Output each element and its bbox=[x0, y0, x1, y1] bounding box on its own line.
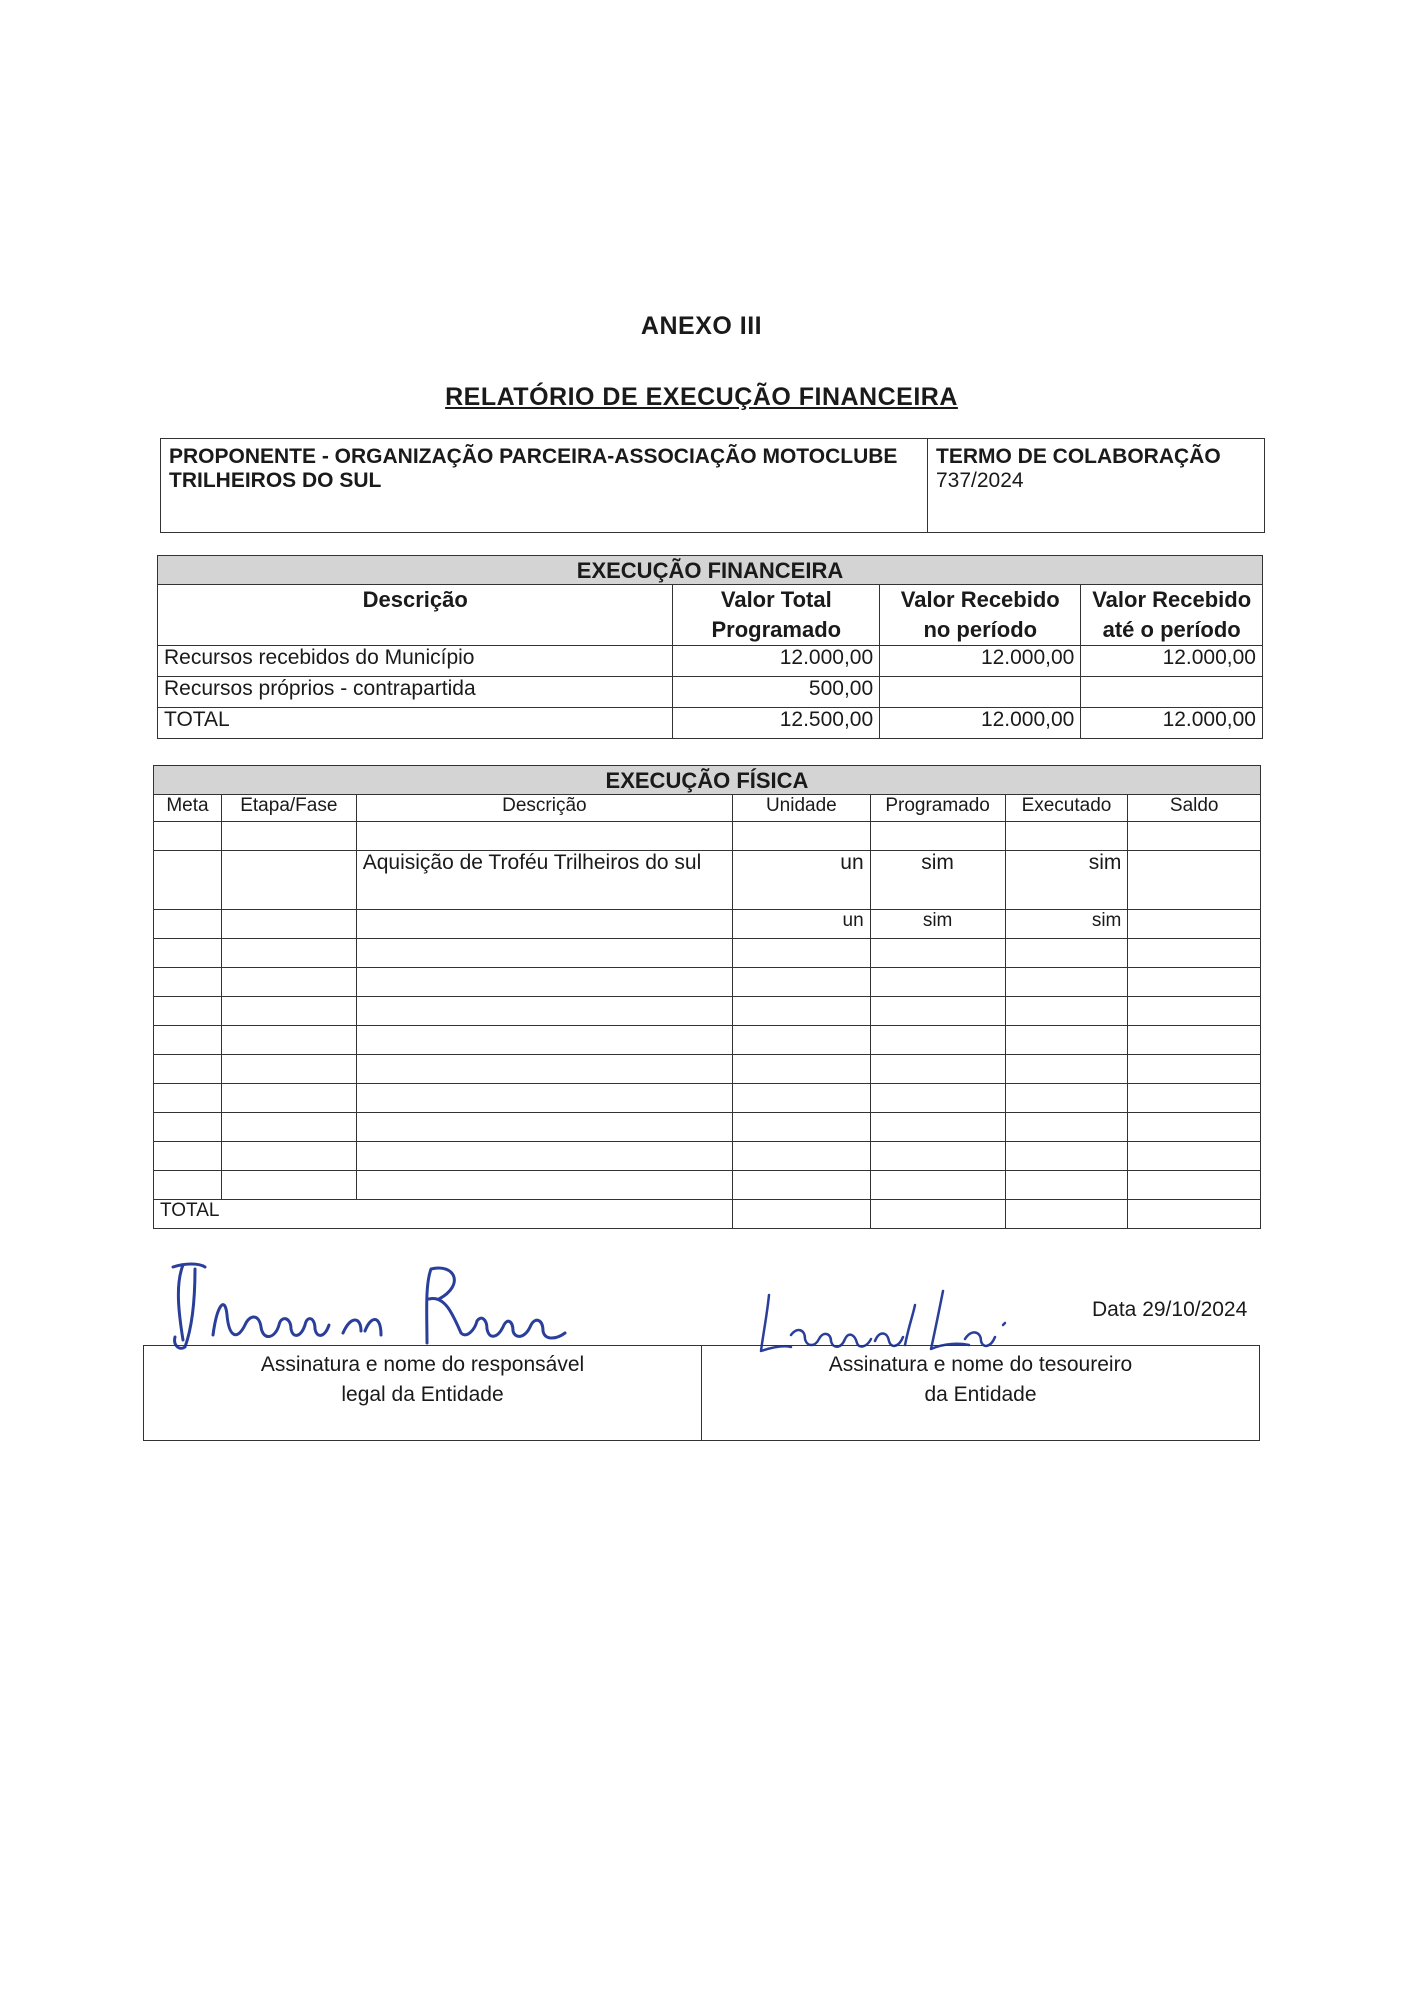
table-row bbox=[154, 997, 1261, 1026]
header-box bbox=[160, 438, 1265, 533]
fin-cell-periodo: 12.000,00 bbox=[880, 708, 1081, 739]
treasurer-signature-label: Assinatura e nome do tesoureiro da Entidade bbox=[702, 1346, 1260, 1441]
table-row bbox=[154, 1113, 1261, 1142]
signature-box bbox=[143, 1345, 1260, 1441]
fis-cell-programado: sim bbox=[870, 910, 1005, 939]
fis-cell-unidade: un bbox=[733, 910, 871, 939]
fis-header-meta: Meta bbox=[154, 795, 222, 822]
proponente-line-2: TRILHEIROS DO SUL bbox=[169, 469, 382, 492]
fin-row bbox=[158, 646, 1263, 677]
fin-cell-total: 12.500,00 bbox=[673, 708, 880, 739]
termo-number: 737/2024 bbox=[936, 469, 1024, 492]
fin-row bbox=[158, 677, 1263, 708]
table-row bbox=[154, 1142, 1261, 1171]
fis-header-programado: Programado bbox=[870, 795, 1005, 822]
table-row bbox=[154, 910, 1261, 939]
fis-cell-descricao: Aquisição de Troféu Trilheiros do sul bbox=[356, 851, 732, 910]
fin-header-recebido-periodo: Valor Recebido no período bbox=[880, 585, 1081, 646]
termo-cell bbox=[928, 439, 1265, 533]
fis-header-unidade: Unidade bbox=[733, 795, 871, 822]
fin-cell-ate bbox=[1081, 677, 1263, 708]
financial-section-title: EXECUÇÃO FINANCEIRA bbox=[158, 556, 1263, 585]
fin-cell-periodo: 12.000,00 bbox=[880, 646, 1081, 677]
fin-header-recebido-ate: Valor Recebido até o período bbox=[1081, 585, 1263, 646]
fis-cell-executado: sim bbox=[1005, 910, 1128, 939]
fin-cell-ate: 12.000,00 bbox=[1081, 646, 1263, 677]
fin-cell-ate: 12.000,00 bbox=[1081, 708, 1263, 739]
responsible-signature bbox=[165, 1255, 585, 1355]
date-label: Data 29/10/2024 bbox=[1092, 1298, 1248, 1321]
table-row bbox=[154, 1055, 1261, 1084]
table-row bbox=[154, 939, 1261, 968]
fis-total-label: TOTAL bbox=[154, 1200, 733, 1229]
fis-header-saldo: Saldo bbox=[1128, 795, 1261, 822]
table-row bbox=[154, 822, 1261, 851]
fin-cell-periodo bbox=[880, 677, 1081, 708]
table-row-total bbox=[154, 1200, 1261, 1229]
fis-header-executado: Executado bbox=[1005, 795, 1128, 822]
fin-row-total bbox=[158, 708, 1263, 739]
table-row bbox=[154, 968, 1261, 997]
fis-cell-unidade: un bbox=[733, 851, 871, 910]
physical-section-title: EXECUÇÃO FÍSICA bbox=[154, 766, 1261, 795]
fis-header-descricao: Descrição bbox=[356, 795, 732, 822]
fis-cell-executado: sim bbox=[1005, 851, 1128, 910]
physical-table bbox=[153, 765, 1261, 1229]
fin-cell-total: 12.000,00 bbox=[673, 646, 880, 677]
financial-table bbox=[157, 555, 1263, 739]
table-row bbox=[154, 1026, 1261, 1055]
fin-header-descricao: Descrição bbox=[158, 585, 673, 646]
fis-cell-descricao bbox=[356, 910, 732, 939]
proponente-line-1: PROPONENTE - ORGANIZAÇÃO PARCEIRA-ASSOCIAÇÃO MOTOCLUBE bbox=[169, 445, 898, 468]
fin-cell-descricao: TOTAL bbox=[158, 708, 673, 739]
fin-cell-descricao: Recursos próprios - contrapartida bbox=[158, 677, 673, 708]
fis-cell-programado: sim bbox=[870, 851, 1005, 910]
table-row bbox=[154, 1084, 1261, 1113]
fin-cell-descricao: Recursos recebidos do Município bbox=[158, 646, 673, 677]
responsible-signature-label: Assinatura e nome do responsável legal da Entidade bbox=[144, 1346, 702, 1441]
table-row bbox=[154, 1171, 1261, 1200]
fin-cell-total: 500,00 bbox=[673, 677, 880, 708]
proponente-cell bbox=[161, 439, 928, 533]
table-row bbox=[154, 851, 1261, 910]
termo-label: TERMO DE COLABORAÇÃO bbox=[936, 445, 1221, 468]
document-subtitle: RELATÓRIO DE EXECUÇÃO FINANCEIRA bbox=[445, 383, 958, 411]
document-title: ANEXO III bbox=[640, 312, 763, 340]
fin-header-valor-total: Valor Total Programado bbox=[673, 585, 880, 646]
fis-header-etapa: Etapa/Fase bbox=[221, 795, 356, 822]
